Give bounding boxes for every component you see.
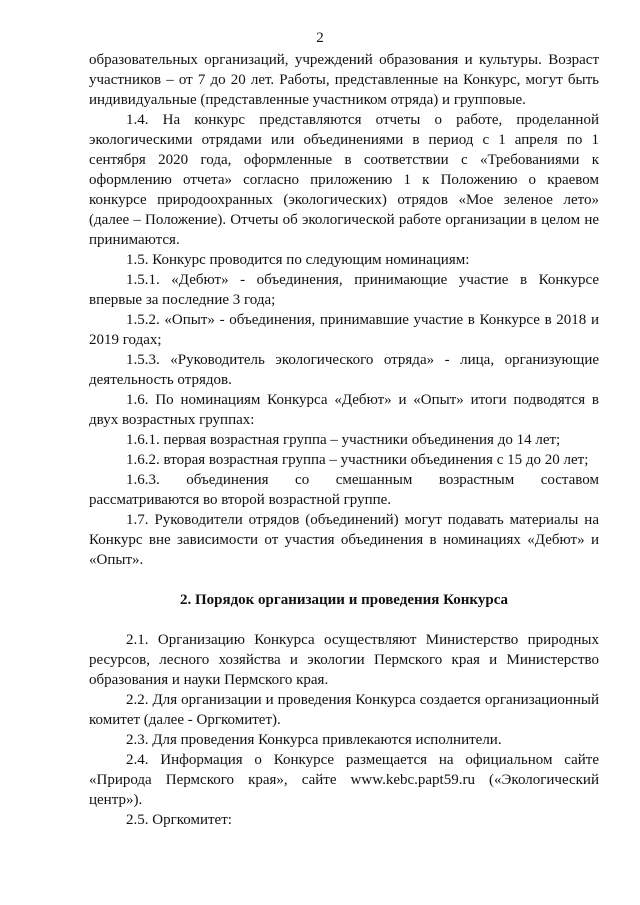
paragraph-2-1: 2.1. Организацию Конкурса осуществляют Министерство природных ресурсов, лесного хозяйства и экологии Пермского края и Министерство образования и науки Пермского края. (89, 632, 599, 688)
paragraph-2-5: 2.5. Оргкомитет: (126, 812, 232, 828)
paragraph-1-5-3: 1.5.3. «Руководитель экологического отряда» - лица, организующие деятельность отрядов. (89, 352, 599, 388)
paragraph-1-4: 1.4. На конкурс представляются отчеты о работе, проделанной экологическими отрядами или объединениями в период с 1 апреля по 1 сентября 2020 года, оформленные в соответствии с «Требованиями к оформлению отчета» согласно приложению 1 к Положению о краевом конкурсе природоохранных (экологических) отрядов «Мое зеленое лето» (далее – Положение). Отчеты об экологической работе организации в целом не принимаются. (89, 112, 599, 248)
paragraph-1-6: 1.6. По номинациям Конкурса «Дебют» и «Опыт» итоги подводятся в двух возрастных группах: (89, 392, 599, 428)
paragraph-2-3: 2.3. Для проведения Конкурса привлекаются исполнители. (126, 732, 502, 748)
paragraph-1-5-1: 1.5.1. «Дебют» - объединения, принимающие участие в Конкурсе впервые за последние 3 года; (89, 272, 599, 308)
paragraph-1-5-2: 1.5.2. «Опыт» - объединения, принимавшие участие в Конкурсе в 2018 и 2019 годах; (89, 312, 599, 348)
paragraph-2-2: 2.2. Для организации и проведения Конкурса создается организационный комитет (далее - Оргкомитет). (89, 692, 599, 728)
paragraph-1-6-3: 1.6.3. объединения со смешанным возрастным составом рассматриваются во второй возрастной группе. (89, 472, 599, 508)
paragraph-1-7: 1.7. Руководители отрядов (объединений) могут подавать материалы на Конкурс вне зависимости от участия объединения в номинациях «Дебют» и «Опыт». (89, 512, 599, 568)
paragraph-1-5: 1.5. Конкурс проводится по следующим номинациям: (126, 252, 470, 268)
document-body (89, 50, 599, 830)
paragraph-2-4: 2.4. Информация о Конкурсе размещается на официальном сайте «Природа Пермского края», сайте www.kebc.papt59.ru («Экологический центр»). (89, 752, 599, 808)
paragraph-1-6-1: 1.6.1. первая возрастная группа – участники объединения до 14 лет; (126, 432, 561, 448)
page-number: 2 (316, 30, 324, 46)
paragraph-1-6-2: 1.6.2. вторая возрастная группа – участники объединения с 15 до 20 лет; (126, 452, 589, 468)
intro-paragraph: образовательных организаций, учреждений образования и культуры. Возраст участников – от 7 до 20 лет. Работы, представленные на Конкурс, могут быть индивидуальные (представленные участником отряда) и групповые. (89, 52, 599, 108)
section-2-heading: 2. Порядок организации и проведения Конкурса (179, 592, 509, 608)
